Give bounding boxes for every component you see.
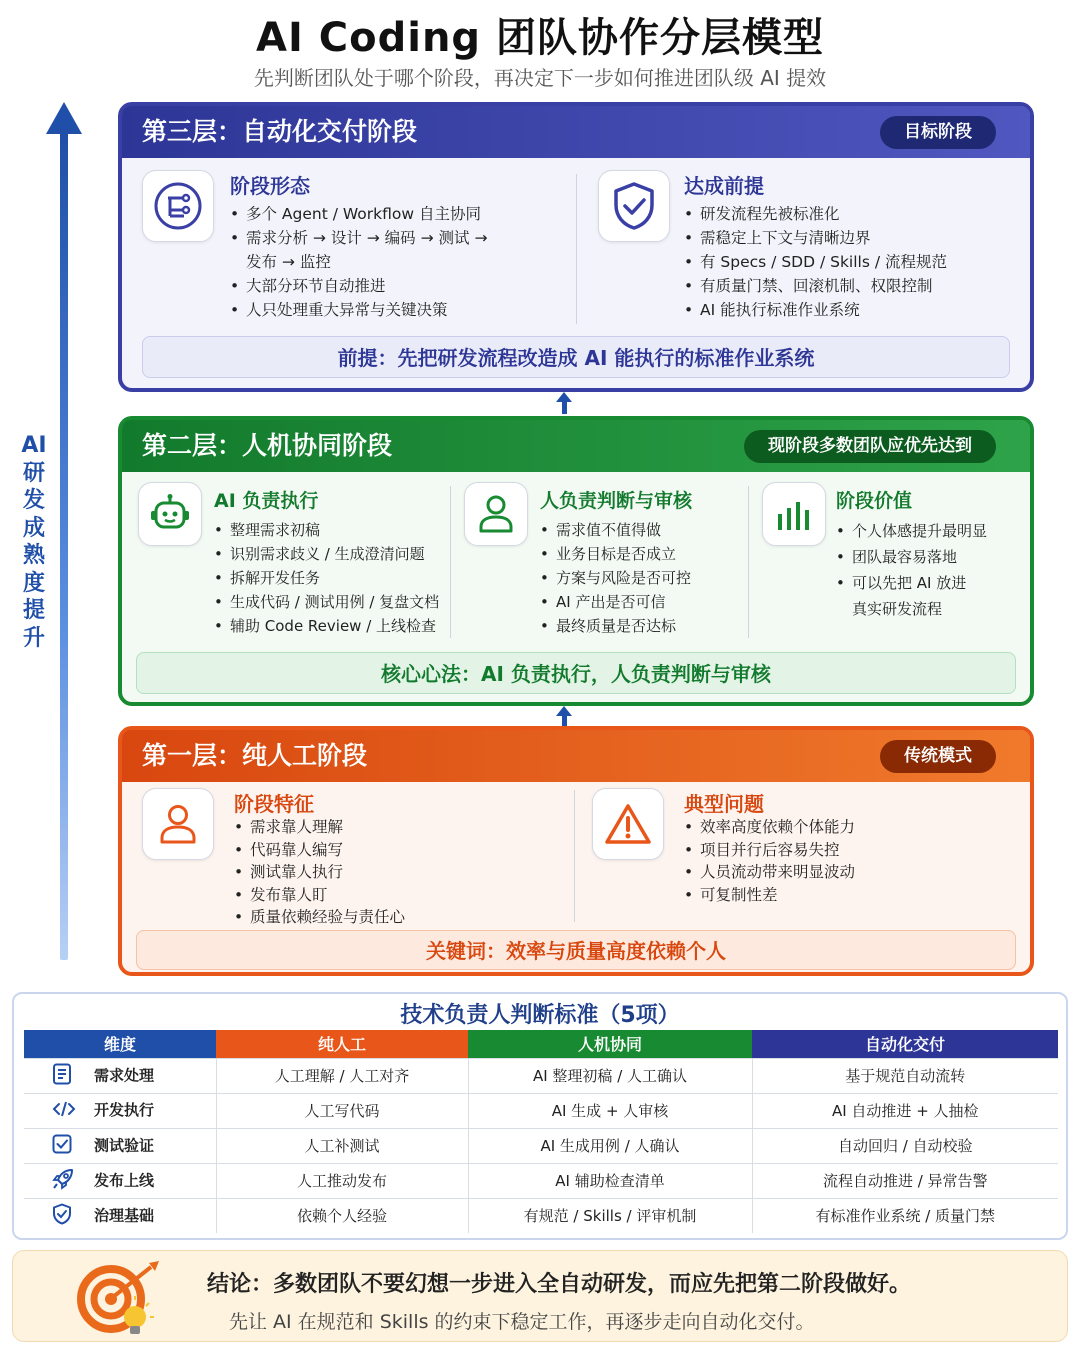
up-arrow-icon xyxy=(556,706,572,726)
list-item: • 项目并行后容易失控 xyxy=(684,839,1004,862)
list-item: • 识别需求歧义 / 生成澄清问题 xyxy=(214,542,464,566)
table-row xyxy=(24,1058,1058,1093)
document-icon xyxy=(52,1063,74,1089)
table-cell: 有标准作业系统 / 质量门禁 xyxy=(752,1198,1058,1233)
list-item: • 有 Specs / SDD / Skills / 流程规范 xyxy=(684,250,1014,274)
page-subtitle: 先判断团队处于哪个阶段，再决定下一步如何推进团队级 AI 提效 xyxy=(253,66,827,90)
list-item: • 可以先把 AI 放进 xyxy=(836,570,1026,596)
table-cell: 依赖个人经验 xyxy=(216,1198,468,1233)
divider xyxy=(576,174,577,324)
table-row xyxy=(24,1163,1058,1198)
criteria-table-title: 技术负责人判断标准（5项） xyxy=(400,1003,680,1028)
list-item: • AI 产出是否可信 xyxy=(540,590,740,614)
divider xyxy=(450,486,451,638)
conclusion-panel xyxy=(12,1250,1068,1342)
layer-3-panel xyxy=(118,102,1034,392)
layer-3-right-list xyxy=(684,202,1014,322)
table-cell: 需求处理 xyxy=(24,1058,216,1093)
conclusion-line-1: 结论：多数团队不要幻想一步进入全自动研发，而应先把第二阶段做好。 xyxy=(207,1272,912,1297)
table-cell: 测试验证 xyxy=(24,1128,216,1163)
list-item: 发布 → 监控 xyxy=(246,253,331,271)
shield-icon xyxy=(52,1203,74,1229)
table-cell: 有规范 / Skills / 评审机制 xyxy=(468,1198,752,1233)
bar-chart-icon xyxy=(762,482,826,546)
layer-1-footer: 关键词：效率与质量高度依赖个人 xyxy=(136,930,1016,970)
layer-2-col2-title: 人负责判断与审核 xyxy=(540,490,693,512)
table-cell: 开发执行 xyxy=(24,1093,216,1128)
table-cell: AI 生成 + 人审核 xyxy=(468,1093,752,1128)
robot-icon xyxy=(138,482,202,546)
table-cell: 治理基础 xyxy=(24,1198,216,1233)
list-item: • AI 能执行标准作业系统 xyxy=(684,298,1014,322)
divider xyxy=(574,790,575,922)
list-item: • 整理需求初稿 xyxy=(214,518,464,542)
layer-3-tag: 目标阶段 xyxy=(880,116,996,149)
table-cell: AI 整理初稿 / 人工确认 xyxy=(468,1058,752,1093)
list-item: • 业务目标是否成立 xyxy=(540,542,740,566)
layer-2-footer: 核心心法：AI 负责执行，人负责判断与审核 xyxy=(136,652,1016,694)
list-item: • 质量依赖经验与责任心 xyxy=(234,906,534,929)
list-item: • 需稳定上下文与清晰边界 xyxy=(684,226,1014,250)
table-cell: 人工推动发布 xyxy=(216,1163,468,1198)
layer-1-tag: 传统模式 xyxy=(880,740,996,773)
shield-check-icon xyxy=(598,170,670,242)
table-header: 维度 xyxy=(24,1030,216,1058)
list-item: • 代码靠人编写 xyxy=(234,839,534,862)
list-item: • 拆解开发任务 xyxy=(214,566,464,590)
layer-2-tag: 现阶段多数团队应优先达到 xyxy=(744,430,996,463)
layer-3-left-title: 阶段形态 xyxy=(230,174,310,198)
layer-1-left-title: 阶段特征 xyxy=(234,792,314,816)
table-row xyxy=(24,1128,1058,1163)
table-row xyxy=(24,1093,1058,1128)
arrow-shaft xyxy=(60,130,68,960)
table-cell: 人工理解 / 人工对齐 xyxy=(216,1058,468,1093)
table-cell: 流程自动推进 / 异常告警 xyxy=(752,1163,1058,1198)
layer-3-footer: 前提：先把研发流程改造成 AI 能执行的标准作业系统 xyxy=(142,336,1010,378)
table-row xyxy=(24,1198,1058,1233)
checkbox-icon xyxy=(52,1134,74,1158)
table-header-row xyxy=(24,1030,1058,1058)
layer-2-col1-list xyxy=(214,518,464,638)
list-item: • 可复制性差 xyxy=(684,884,1004,907)
table-cell: 发布上线 xyxy=(24,1163,216,1198)
layer-1-left-list xyxy=(234,816,534,929)
code-icon xyxy=(52,1100,74,1122)
layer-2-col2-list xyxy=(540,518,740,638)
conclusion-line-2: 先让 AI 在规范和 Skills 的约束下稳定工作，再逐步走向自动化交付。 xyxy=(229,1311,815,1333)
list-item: • 大部分环节自动推进 xyxy=(230,274,560,298)
table-header: 人机协同 xyxy=(468,1030,752,1058)
layer-2-col3-list xyxy=(836,518,1026,622)
table-cell: 人工补测试 xyxy=(216,1128,468,1163)
layer-2-title: 第二层：人机协同阶段 xyxy=(142,431,393,460)
list-item: • 个人体感提升最明显 xyxy=(836,518,1026,544)
layer-2-panel xyxy=(118,416,1034,706)
layer-3-header xyxy=(122,106,1030,158)
up-arrow-icon xyxy=(556,392,572,414)
list-item: • 测试靠人执行 xyxy=(234,861,534,884)
list-item: • 有质量门禁、回滚机制、权限控制 xyxy=(684,274,1014,298)
layer-2-col3-title: 阶段价值 xyxy=(836,490,913,512)
table-cell: 人工写代码 xyxy=(216,1093,468,1128)
list-item: • 研发流程先被标准化 xyxy=(684,202,1014,226)
list-item: 真实研发流程 xyxy=(852,600,943,618)
person-icon xyxy=(464,482,528,546)
target-bulb-icon xyxy=(73,1259,169,1339)
list-item: • 效率高度依赖个体能力 xyxy=(684,816,1004,839)
layer-1-right-list xyxy=(684,816,1004,906)
table-header: 自动化交付 xyxy=(752,1030,1058,1058)
table-cell: AI 辅助检查清单 xyxy=(468,1163,752,1198)
list-item: • 人只处理重大异常与关键决策 xyxy=(230,298,560,322)
axis-label: AI研发成熟度提升 xyxy=(21,433,47,651)
warning-icon xyxy=(592,788,664,860)
table-cell: AI 生成用例 / 人确认 xyxy=(468,1128,752,1163)
layer-2-col1-title: AI 负责执行 xyxy=(214,490,319,512)
layer-3-right-title: 达成前提 xyxy=(684,174,764,198)
divider xyxy=(748,486,749,638)
person-icon xyxy=(142,788,214,860)
workflow-icon xyxy=(142,170,214,242)
list-item: • 最终质量是否达标 xyxy=(540,614,740,638)
list-item: • 方案与风险是否可控 xyxy=(540,566,740,590)
list-item: • 辅助 Code Review / 上线检查 xyxy=(214,614,464,638)
page-title: AI Coding 团队协作分层模型 xyxy=(256,15,824,61)
table-header: 纯人工 xyxy=(216,1030,468,1058)
list-item: • 人员流动带来明显波动 xyxy=(684,861,1004,884)
criteria-table-panel xyxy=(12,992,1068,1240)
layer-3-title: 第三层：自动化交付阶段 xyxy=(142,117,418,146)
rocket-icon xyxy=(52,1168,74,1194)
layer-2-header xyxy=(122,420,1030,472)
list-item: • 发布靠人盯 xyxy=(234,884,534,907)
layer-1-right-title: 典型问题 xyxy=(684,792,764,816)
layer-3-left-list xyxy=(230,202,560,322)
layer-1-header xyxy=(122,730,1030,782)
table-cell: AI 自动推进 + 人抽检 xyxy=(752,1093,1058,1128)
maturity-arrow xyxy=(44,102,84,962)
layer-1-title: 第一层：纯人工阶段 xyxy=(142,741,368,770)
table-cell: 自动回归 / 自动校验 xyxy=(752,1128,1058,1163)
list-item: • 需求靠人理解 xyxy=(234,816,534,839)
criteria-table xyxy=(24,1030,1058,1233)
layer-1-panel xyxy=(118,726,1034,976)
list-item: • 团队最容易落地 xyxy=(836,544,1026,570)
table-cell: 基于规范自动流转 xyxy=(752,1058,1058,1093)
list-item: • 需求值不值得做 xyxy=(540,518,740,542)
list-item: • 多个 Agent / Workflow 自主协同 xyxy=(230,202,560,226)
list-item: • 需求分析 → 设计 → 编码 → 测试 → xyxy=(230,226,560,250)
list-item: • 生成代码 / 测试用例 / 复盘文档 xyxy=(214,590,464,614)
